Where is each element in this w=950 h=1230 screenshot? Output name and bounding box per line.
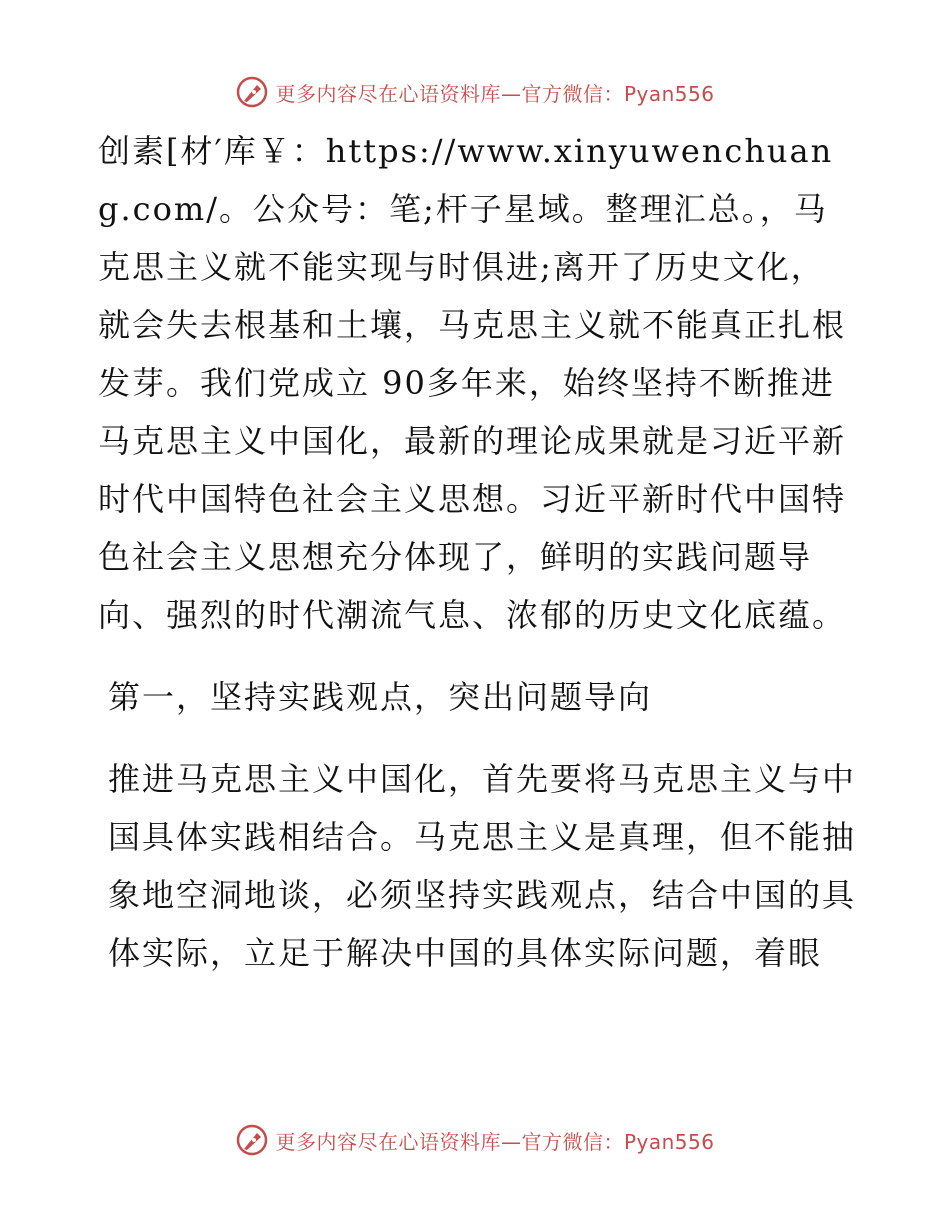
paragraph: 推进马克思主义中国化，首先要将马克思主义与中国具体实践相结合。马克思主义是真理，但不能抽象地空洞地谈，必须坚持实践观点，结合中国的具体实际，立足于解决中国的具体实际问题，着眼 [108,760,857,972]
footer-banner [0,1120,950,1160]
header-banner [0,72,950,112]
banner-text: 更多内容尽在心语资料库—官方微信：Pyan556 [275,1129,715,1154]
pen-nib-icon [235,75,269,109]
pen-nib-icon [235,1123,269,1157]
document-body [98,122,858,982]
section-heading: 第一，坚持实践观点，突出问题导向 [108,678,653,716]
paragraph: 创素[材′库￥：https://www.xinyuwenchuang.com/。公众号：笔;杆子星域。整理汇总。，马克思主义就不能实现与时俱进;离开了历史文化，就会失去根基和土壤，马克思主义就不能真正扎根发芽。我们党成立 90多年来，始终坚持不断推进马克思主义中国化，最新的理论成果就是习近平新时代中国特色社会主义思想。习近平新时代中国特色社会主义思想充分体现了，鲜明的实践问题导向、强烈的时代潮流气息、浓郁的历史文化底蕴。 [98,132,847,634]
banner-text: 更多内容尽在心语资料库—官方微信：Pyan556 [275,81,715,106]
